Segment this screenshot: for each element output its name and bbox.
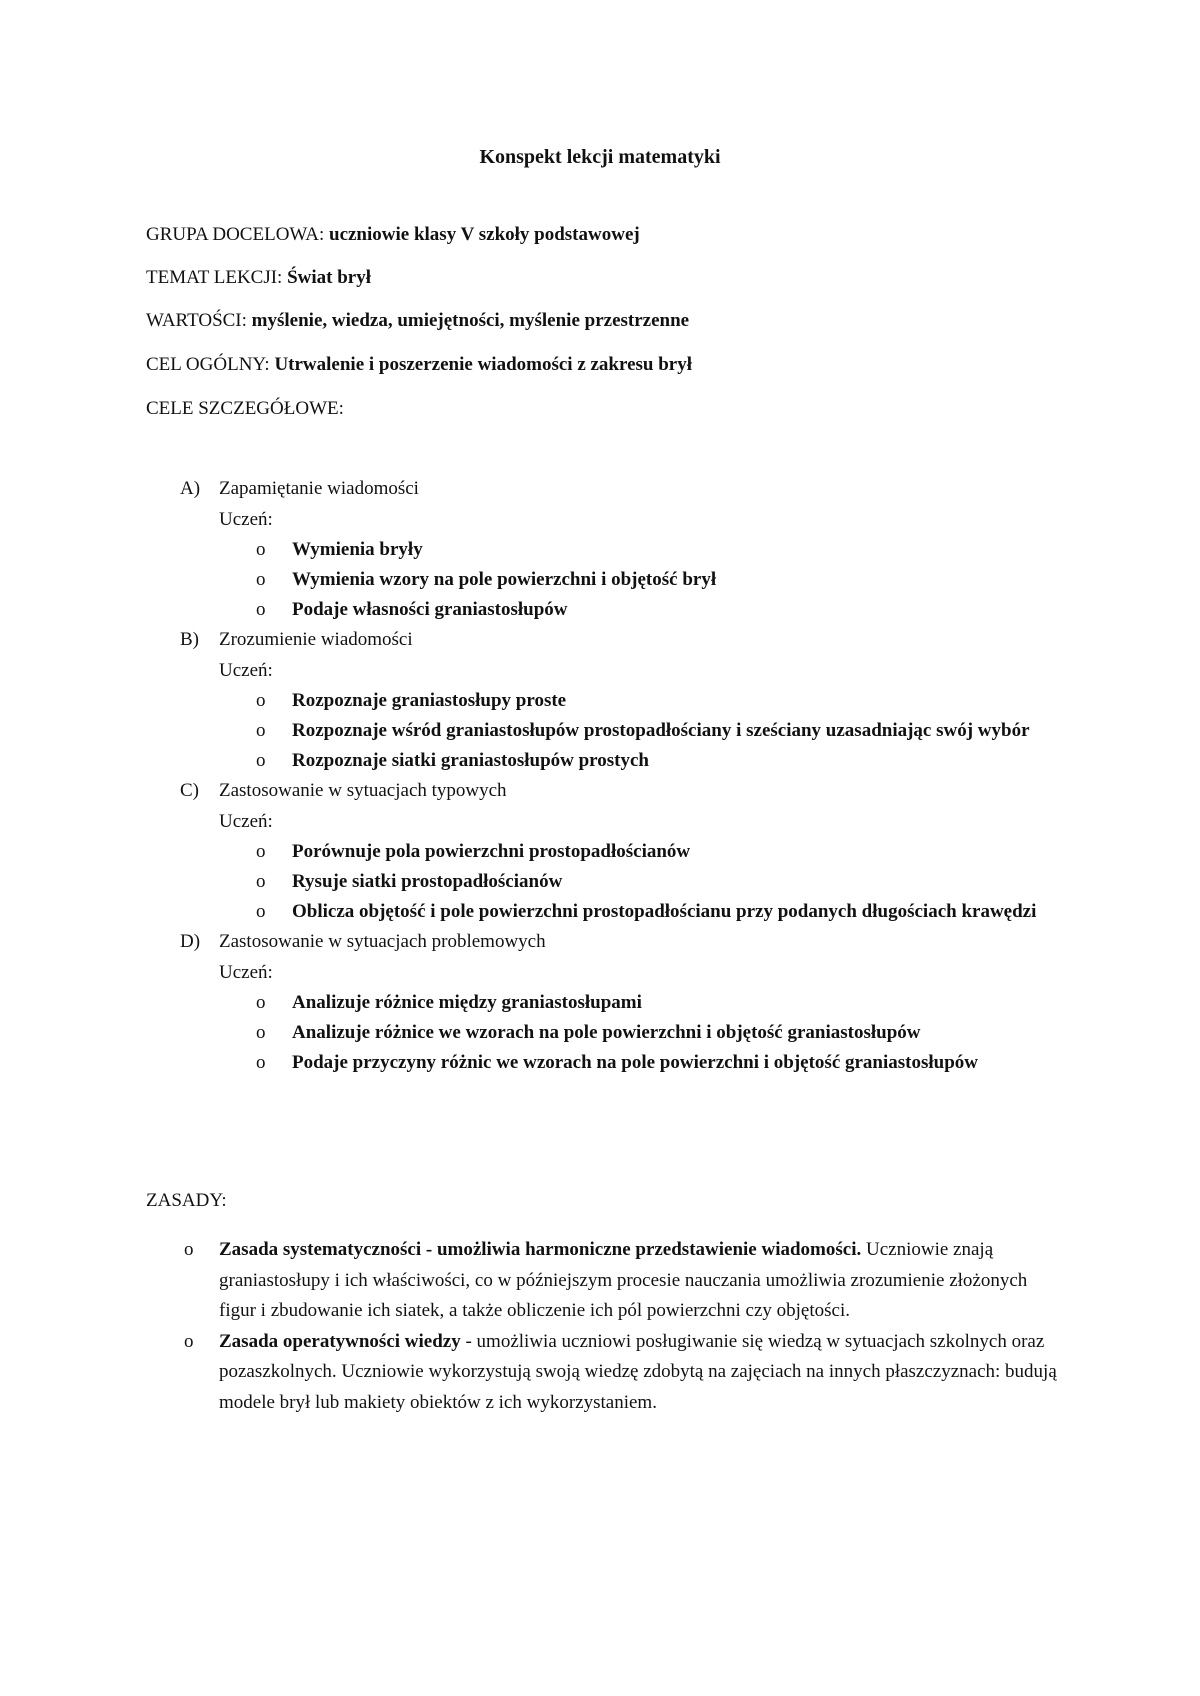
field-general-goal — [146, 354, 692, 376]
list-item — [146, 1018, 1052, 1048]
bullet-icon: o — [184, 1239, 194, 1260]
goal-b — [146, 625, 1086, 776]
list-item-text: Analizuje różnice między graniastosłupami — [292, 992, 642, 1013]
bullet-icon: o — [184, 1330, 194, 1352]
goal-letter: C) — [180, 780, 199, 801]
list-item-text: Wymienia bryły — [292, 539, 423, 560]
goal-letter: D) — [180, 931, 201, 952]
goal-items — [146, 837, 1086, 927]
goal-subject: Uczeń: — [219, 961, 273, 983]
bullet-icon: o — [256, 569, 266, 590]
list-item-text: Rozpoznaje graniastosłupy proste — [292, 690, 567, 711]
field-value: Świat brył — [282, 267, 372, 288]
list-item-text: Analizuje różnice we wzorach na pole powierzchni i objętość graniastosłupów — [292, 1022, 921, 1043]
goal-d — [146, 927, 1086, 1078]
goal-subject: Uczeń: — [219, 508, 273, 530]
principle-body: Uczniowie znają graniastosłupy i ich właściwości, co w późniejszym procesie nauczania umożliwia zrozumienie złożonych figur i zbudowanie ich siatek, a także obliczenie ich pól powierzchni czy objętości. — [219, 1239, 1028, 1321]
principle-body: - umożliwia uczniowi posługiwanie się wiedzą w sytuacjach szkolnych oraz pozaszkolnych. Uczniowie wykorzystują swoją wiedzę zdobytą na zajęciach na innych płaszczyznach: budują modele brył lub makiety obiektów z ich wykorzystaniem. — [219, 1330, 1057, 1413]
bullet-icon: o — [256, 1052, 266, 1073]
detailed-goals-list — [146, 474, 1086, 1078]
list-item-text: Oblicza objętość i pole powierzchni prostopadłościanu przy podanych długościach krawędzi — [292, 901, 1037, 922]
field-label: TEMAT LEKCJI: — [146, 267, 283, 288]
list-item — [146, 565, 1052, 595]
bullet-icon: o — [256, 992, 266, 1013]
bullet-icon: o — [256, 599, 266, 620]
goal-heading: Zrozumienie wiadomości — [219, 629, 413, 650]
list-item — [146, 988, 1052, 1018]
list-item-text: Podaje przyczyny różnic we wzorach na pole powierzchni i objętość graniastosłupów — [292, 1052, 979, 1073]
list-item — [146, 1048, 1052, 1078]
field-label: WARTOŚCI: — [146, 310, 247, 331]
bullet-icon: o — [256, 750, 266, 771]
list-item — [146, 837, 1052, 867]
list-item — [146, 897, 1052, 927]
goal-a — [146, 474, 1086, 625]
goal-letter: B) — [180, 629, 199, 650]
bullet-icon: o — [256, 871, 266, 892]
field-values — [146, 310, 689, 332]
goal-heading: Zapamiętanie wiadomości — [219, 478, 419, 499]
field-target-group — [146, 224, 640, 246]
field-detailed-goals — [146, 398, 344, 420]
list-item — [146, 686, 1052, 716]
list-item — [146, 746, 1052, 776]
list-item-text: Wymienia wzory na pole powierzchni i objętość brył — [292, 569, 717, 590]
field-value: myślenie, wiedza, umiejętności, myślenie przestrzenne — [246, 310, 690, 331]
field-value: Utrwalenie i poszerzenie wiadomości z zakresu brył — [269, 354, 693, 375]
principle-title: Zasada operatywności wiedzy — [219, 1330, 461, 1352]
document-title: Konspekt lekcji matematyki — [479, 146, 721, 168]
bullet-icon: o — [256, 841, 266, 862]
principle-item — [146, 1327, 1066, 1419]
goal-letter: A) — [180, 478, 201, 499]
principle-title: Zasada systematyczności - umożliwia harmoniczne przedstawienie wiadomości. — [219, 1239, 862, 1260]
list-item — [146, 716, 1052, 746]
bullet-icon: o — [256, 1022, 266, 1043]
list-item-text: Podaje własności graniastosłupów — [292, 599, 568, 620]
list-item — [146, 595, 1052, 625]
list-item-text: Porównuje pola powierzchni prostopadłościanów — [292, 841, 691, 862]
field-value: uczniowie klasy V szkoły podstawowej — [324, 224, 640, 245]
goal-subject: Uczeń: — [219, 659, 273, 681]
principles-list — [146, 1235, 1066, 1418]
field-lesson-topic — [146, 267, 371, 289]
list-item — [146, 535, 1052, 565]
goal-subject: Uczeń: — [219, 810, 273, 832]
goal-c — [146, 776, 1086, 927]
list-item-text: Rozpoznaje wśród graniastosłupów prostopadłościany i sześciany uzasadniając swój wybór — [292, 720, 1030, 741]
goal-heading: Zastosowanie w sytuacjach typowych — [219, 780, 507, 801]
field-label: GRUPA DOCELOWA: — [146, 224, 325, 245]
field-label: CEL OGÓLNY: — [146, 354, 270, 375]
bullet-icon: o — [256, 690, 266, 711]
list-item-text: Rozpoznaje siatki graniastosłupów prostych — [292, 750, 649, 771]
goal-items — [146, 988, 1086, 1078]
bullet-icon: o — [256, 539, 266, 560]
list-item — [146, 867, 1052, 897]
principle-item — [146, 1235, 1066, 1327]
goal-heading: Zastosowanie w sytuacjach problemowych — [219, 931, 546, 952]
principles-label: ZASADY: — [146, 1190, 227, 1211]
goal-items — [146, 686, 1086, 776]
goal-items — [146, 535, 1086, 625]
bullet-icon: o — [256, 720, 266, 741]
field-label: CELE SZCZEGÓŁOWE: — [146, 398, 344, 419]
list-item-text: Rysuje siatki prostopadłościanów — [292, 871, 563, 892]
bullet-icon: o — [256, 901, 266, 922]
